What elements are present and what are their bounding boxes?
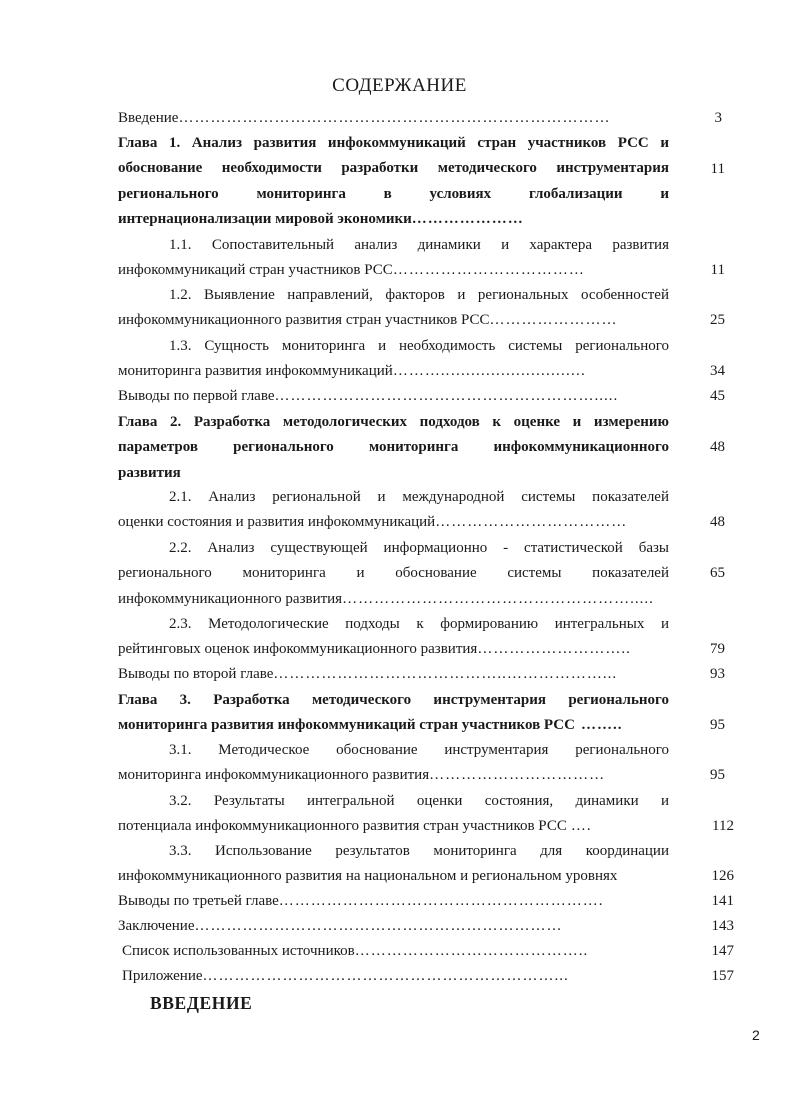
toc-entry-section-3-2: 3.2. Результаты интегральной оценки состояния, динамики и потенциала инфокоммуникационного развития стран участников РСС ….	[118, 793, 669, 835]
page-number: 95	[710, 767, 725, 783]
page-number: 11	[710, 161, 725, 177]
page-number: 141	[711, 893, 734, 909]
toc-entry-appendix: Приложение…………………………………………………………...	[122, 968, 569, 984]
page-number: 93	[710, 666, 725, 682]
toc-entry-chapter-3: Глава 3. Разработка методического инструментария регионального мониторинга развития инфокоммуникаций стран участников РСС ……..	[118, 692, 669, 734]
toc-entry-conclusions-3: Выводы по третьей главе…………………………………………………….	[118, 893, 604, 909]
toc-entry-section-1-3: 1.3. Сущность мониторинга и необходимость системы регионального мониторинга развития инфокоммуникаций………..………………………	[118, 338, 669, 380]
toc-entry-section-1-1: 1.1. Сопоставительный анализ динамики и характера развития инфокоммуникаций стран участников РСС………………………………	[118, 237, 669, 279]
page-number: 65	[710, 565, 725, 581]
toc-entry-section-3-3: 3.3. Использование результатов мониторинга для координации инфокоммуникационного развития на национальном и региональном уровнях	[118, 843, 669, 885]
page-number: 48	[710, 439, 725, 455]
toc-entry-introduction: Введение………………………………………………………………………	[118, 110, 611, 126]
page-number: 79	[710, 641, 725, 657]
toc-entry-section-2-3: 2.3. Методологические подходы к формированию интегральных и рейтинговых оценок инфокоммуникационного развития………………………..	[118, 616, 669, 658]
toc-entry-chapter-2: Глава 2. Разработка методологических подходов к оценке и измерению параметров регионального мониторинга инфокоммуникационного развития	[118, 414, 669, 481]
toc-entry-conclusions-1: Выводы по первой главе…………………………………………………….....	[118, 388, 619, 404]
page-number: 3	[714, 110, 722, 126]
page-number: 147	[711, 943, 734, 959]
sheet-page-number: 2	[752, 1027, 760, 1043]
page-number: 126	[711, 868, 734, 884]
page-number: 45	[710, 388, 725, 404]
page-number: 34	[710, 363, 725, 379]
toc-entry-section-3-1: 3.1. Методическое обоснование инструментария регионального мониторинга инфокоммуникационного развития……………………………	[118, 742, 669, 784]
page-number: 157	[711, 968, 734, 984]
section-heading-introduction: ВВЕДЕНИЕ	[150, 993, 253, 1013]
page-number: 11	[710, 262, 725, 278]
toc-entry-references: Список использованных источников……………………………………..	[122, 943, 589, 959]
toc-entry-conclusions-2: Выводы по второй главе……………………………………..………………...	[118, 666, 618, 682]
page-number: 143	[711, 918, 734, 934]
page-number: 48	[710, 514, 725, 530]
toc-entry-section-2-2: 2.2. Анализ существующей информационно - статистической базы регионального мониторинга и обоснование системы показателей инфокоммуникационного развития……………………………………………….....	[118, 540, 669, 607]
toc-title: СОДЕРЖАНИЕ	[332, 75, 467, 96]
toc-entry-chapter-1: Глава 1. Анализ развития инфокоммуникаций стран участников РСС и обоснование необходимости разработки методического инструментария регионального мониторинга в условиях глобализации и интернационализации мировой экономики…………………	[118, 135, 669, 227]
page-number: 25	[710, 312, 725, 328]
page-number: 112	[712, 818, 734, 834]
toc-entry-conclusion: Заключение……………………………………………………………	[118, 918, 563, 934]
toc-entry-section-2-1: 2.1. Анализ региональной и международной системы показателей оценки состояния и развития инфокоммуникаций………………………………	[118, 489, 669, 531]
page-number: 95	[710, 717, 725, 733]
toc-entry-section-1-2: 1.2. Выявление направлений, факторов и региональных особенностей инфокоммуникационного развития стран участников РСС……………………	[118, 287, 669, 329]
